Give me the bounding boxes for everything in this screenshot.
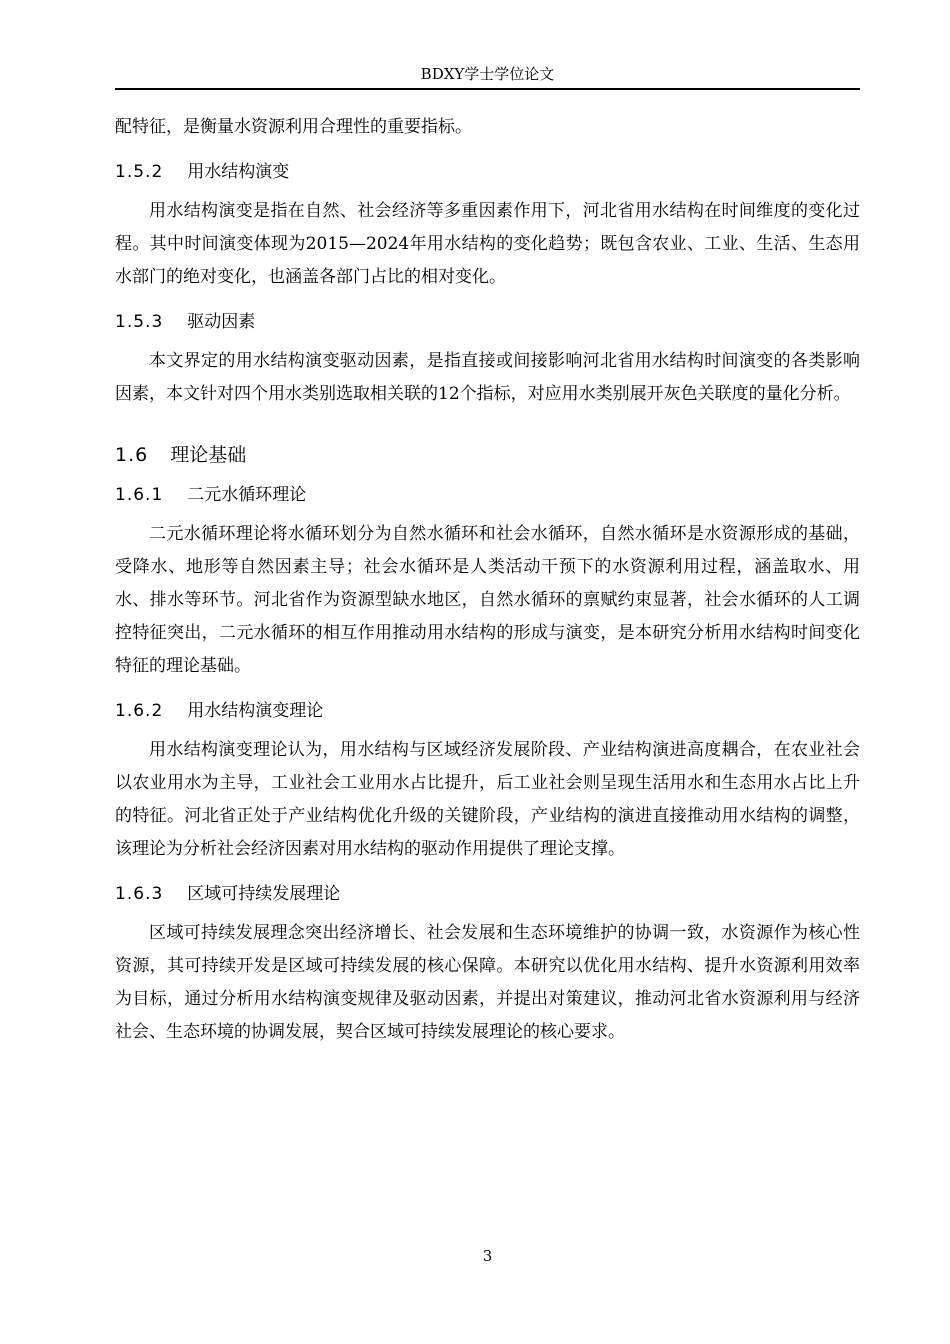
section-title: 驱动因素: [187, 312, 256, 332]
paragraph-1-5-2: 用水结构演变是指在自然、社会经济等多重因素作用下，河北省用水结构在时间维度的变化过程。其中时间演变体现为2015—2024年用水结构的变化趋势；既包含农业、工业、生活、生态用水部门的绝对变化，也涵盖各部门占比的相对变化。: [115, 201, 860, 287]
heading-1-5-2: [115, 156, 860, 189]
paragraph-1-6-3: 区域可持续发展理念突出经济增长、社会发展和生态环境维护的协调一致，水资源作为核心性资源，其可持续开发是区域可持续发展的核心保障。本研究以优化用水结构、提升水资源利用效率为目标，通过分析用水结构演变规律及驱动因素，并提出对策建议，推动河北省水资源利用与经济社会、生态环境的协调发展，契合区域可持续发展理论的核心要求。: [115, 923, 860, 1042]
paragraph-1-6-1: 二元水循环理论将水循环划分为自然水循环和社会水循环，自然水循环是水资源形成的基础，受降水、地形等自然因素主导；社会水循环是人类活动干预下的水资源利用过程，涵盖取水、用水、排水等环节。河北省作为资源型缺水地区，自然水循环的禀赋约束显著，社会水循环的人工调控特征突出，二元水循环的相互作用推动用水结构的形成与演变，是本研究分析用水结构时间变化特征的理论基础。: [115, 524, 860, 676]
paragraph-continued: 配特征，是衡量水资源利用合理性的重要指标。: [115, 117, 472, 137]
header-rule: [115, 88, 860, 90]
heading-1-5-3: [115, 306, 860, 339]
heading-1-6: [115, 437, 860, 473]
paragraph-1-6-2: 用水结构演变理论认为，用水结构与区域经济发展阶段、产业结构演进高度耦合，在农业社会以农业用水为主导，工业社会工业用水占比提升，后工业社会则呈现生活用水和生态用水占比上升的特征。河北省正处于产业结构优化升级的关键阶段，产业结构的演进直接推动用水结构的调整，该理论为分析社会经济因素对用水结构的驱动作用提供了理论支撑。: [115, 740, 860, 859]
page-number: 3: [482, 1247, 493, 1265]
section-title: 用水结构演变: [187, 162, 290, 182]
heading-1-6-1: [115, 479, 860, 512]
section-number: 1.5.3: [115, 312, 164, 332]
section-title: 理论基础: [170, 444, 247, 466]
section-number: 1.5.2: [115, 162, 164, 182]
section-title: 二元水循环理论: [187, 485, 307, 505]
section-number: 1.6.2: [115, 701, 164, 721]
section-title: 用水结构演变理论: [187, 701, 324, 721]
running-header: BDXY学士学位论文: [420, 65, 555, 83]
heading-1-6-2: [115, 695, 860, 728]
heading-1-6-3: [115, 878, 860, 911]
section-title: 区域可持续发展理论: [187, 884, 341, 904]
section-number: 1.6.1: [115, 485, 164, 505]
page-content: [115, 111, 860, 1049]
paragraph-1-5-3: 本文界定的用水结构演变驱动因素，是指直接或间接影响河北省用水结构时间演变的各类影响因素，本文针对四个用水类别选取相关联的12个指标，对应用水类别展开灰色关联度的量化分析。: [115, 351, 860, 404]
section-number: 1.6.3: [115, 884, 164, 904]
section-number: 1.6: [115, 444, 149, 466]
